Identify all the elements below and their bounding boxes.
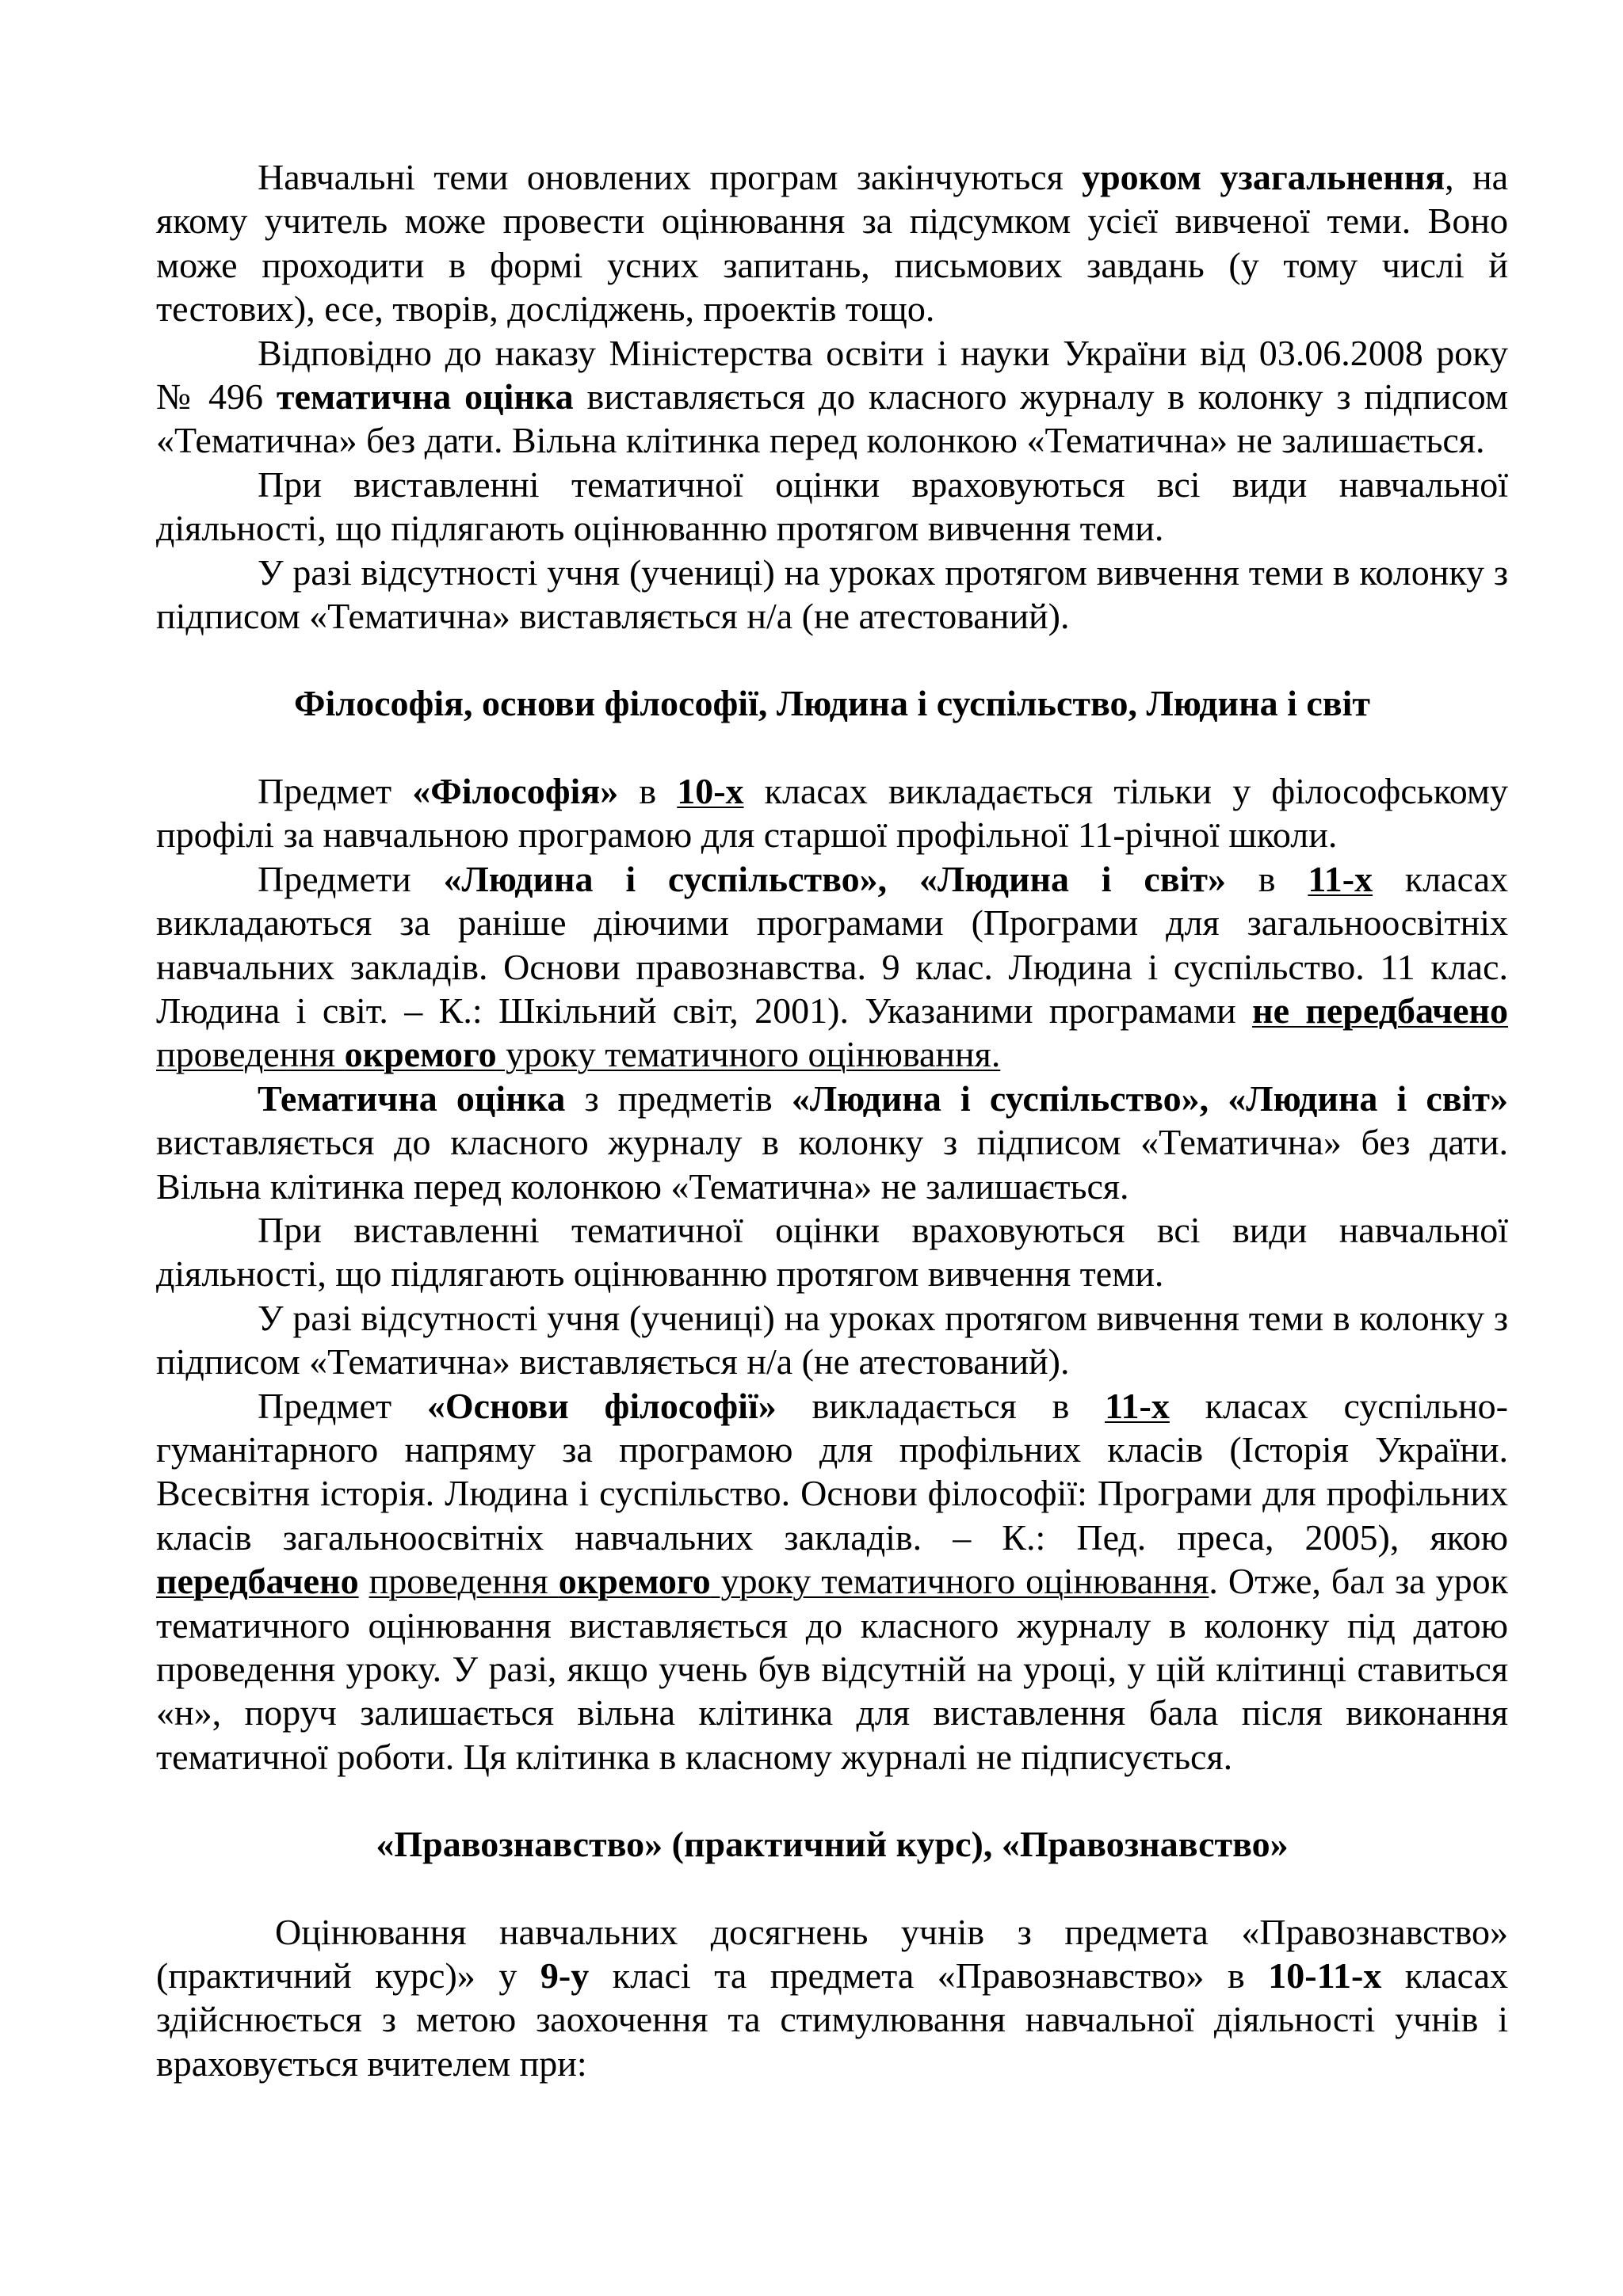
paragraph-philosophy-basics	[156, 1384, 1508, 1779]
bold-term: «Людина і суспільство», «Людина і світ»	[443, 858, 1227, 899]
underlined-bold-term: передбачено	[156, 1561, 359, 1602]
paragraph-thematic-grade-order	[156, 331, 1508, 463]
underlined-bold-term: окремого	[344, 1034, 497, 1075]
bold-term: «Філософія»	[412, 770, 619, 811]
bold-term: 10-11-х	[1268, 1955, 1382, 1997]
spacer	[156, 1779, 1508, 1822]
spacer	[156, 638, 1508, 681]
paragraph-law-assessment	[156, 1910, 1508, 2086]
spacer	[156, 726, 1508, 769]
text-run: Предмет	[258, 770, 413, 811]
underlined-bold-term: окремого	[558, 1561, 711, 1602]
grade-underlined: 11-х	[1308, 858, 1373, 899]
bold-term: Тематична оцінка	[258, 1077, 566, 1119]
text-run: Оцінювання навчальних досягнень учнів з предмета «Правознавство» (практичний курс)» у	[156, 1911, 1508, 1997]
bold-term: уроком узагальнення	[1082, 157, 1445, 197]
text-run: Предмети	[258, 858, 444, 899]
text-run: з предметів	[565, 1077, 792, 1119]
paragraph-lesson-generalization	[156, 155, 1508, 331]
grade-underlined: 11-х	[1105, 1385, 1170, 1426]
paragraph-human-society-subjects	[156, 857, 1508, 1077]
spacer	[156, 1867, 1508, 1910]
paragraph-thematic-grade-subjects	[156, 1077, 1508, 1208]
text-run: в	[1226, 858, 1308, 899]
paragraph-absence-rule-2: У разі відсутності учня (учениці) на уроках протягом вивчення теми в колонку з підписом «Тематична» виставляється н/а (не атестований).	[156, 1297, 1508, 1383]
text-run: виставляється до класного журналу в колонку з підписом «Тематична» без дати. Вільна клітинка перед колонкою «Тематична» не залишається.	[156, 376, 1509, 461]
paragraph-activities-considered-2: При виставленні тематичної оцінки враховуються всі види навчальної діяльності, що підлягають оцінюванню протягом вивчення теми.	[156, 1209, 1508, 1295]
underlined-text: проведення	[156, 1034, 345, 1075]
text-run: класах здійснюється з метою заохочення та стимулювання навчальної діяльності учнів і враховується вчителем при:	[156, 1955, 1509, 2084]
text-run: . Отже, бал за урок тематичного оцінювання виставляється до класного журналу в колонку під датою проведення уроку. У разі, якщо учень був відсутній на уроці, у цій клітинці ставиться «н», поруч залишається вільна клітинка для виставлення бала після виконання тематичної роботи. Ця клітинка в класному журналі не підписується.	[156, 1561, 1509, 1777]
bold-term: 9-у	[540, 1955, 590, 1997]
text-run: класах викладаються за раніше діючими програмами (Програми для загальноосвітніх навчальних закладів. Основи правознавства. 9 клас. Людина і суспільство. 11 клас. Людина і світ. – К.: Шкільний світ, 2001). Указаними програмами	[156, 858, 1508, 1031]
paragraph-philosophy-subject	[156, 769, 1508, 857]
text-run: Відповідно до наказу Міністерства освіти і науки України від 03.06.2008 року № 496	[156, 332, 1508, 418]
underlined-text: проведення	[369, 1561, 559, 1602]
underlined-text: уроку тематичного оцінювання	[710, 1561, 1209, 1602]
section-heading-philosophy: Філософія, основи філософії, Людина і суспільство, Людина і світ	[294, 683, 1370, 724]
bold-term: «Людина і суспільство», «Людина і світ»	[791, 1077, 1508, 1119]
paragraph-absence-rule: У разі відсутності учня (учениці) на уроках протягом вивчення теми в колонку з підписом «Тематична» виставляється н/а (не атестований).	[156, 551, 1508, 637]
text-run: класах суспільно-гуманітарного напряму за програмою для профільних класів (Історія України. Всесвітня історія. Людина і суспільство. Основи філософії: Програми для профільних класів загальноосвітніх навчальних закладів. – К.: Пед. преса, 2005), якою	[156, 1385, 1508, 1558]
bold-term: «Основи філософії»	[426, 1385, 777, 1426]
grade-underlined: 10-х	[677, 770, 744, 811]
text-run: Предмет	[258, 1385, 427, 1426]
document-page	[156, 155, 1508, 2085]
text-run: , на якому учитель може провести оцінювання за підсумком усієї вивченої теми. Воно може проходити в формі усних запитань, письмових завдань (у тому числі й тестових), есе, творів, досліджень, проектів тощо.	[156, 157, 1508, 330]
paragraph-activities-considered: При виставленні тематичної оцінки враховуються всі види навчальної діяльності, що підлягають оцінюванню протягом вивчення теми.	[156, 463, 1508, 549]
underlined-text: уроку тематичного оцінювання.	[496, 1034, 1001, 1075]
bold-term: тематична оцінка	[276, 376, 574, 418]
text-run: викладається в	[776, 1385, 1106, 1426]
text-run: класах викладається тільки у філософському профілі за навчальною програмою для старшої профільної 11-річної школи.	[156, 770, 1508, 856]
underlined-bold-term: не передбачено	[1252, 990, 1508, 1031]
text-run	[359, 1561, 369, 1601]
text-run: класі та предмета «Правознавство» в	[589, 1955, 1269, 1997]
text-run: в	[618, 770, 678, 811]
text-run: Навчальні теми оновлених програм закінчуються	[258, 157, 1083, 197]
section-heading-law: «Правознавство» (практичний курс), «Правознавство»	[376, 1824, 1289, 1865]
text-run: виставляється до класного журналу в колонку з підписом «Тематична» без дати. Вільна клітинка перед колонкою «Тематична» не залишається.	[156, 1122, 1508, 1207]
